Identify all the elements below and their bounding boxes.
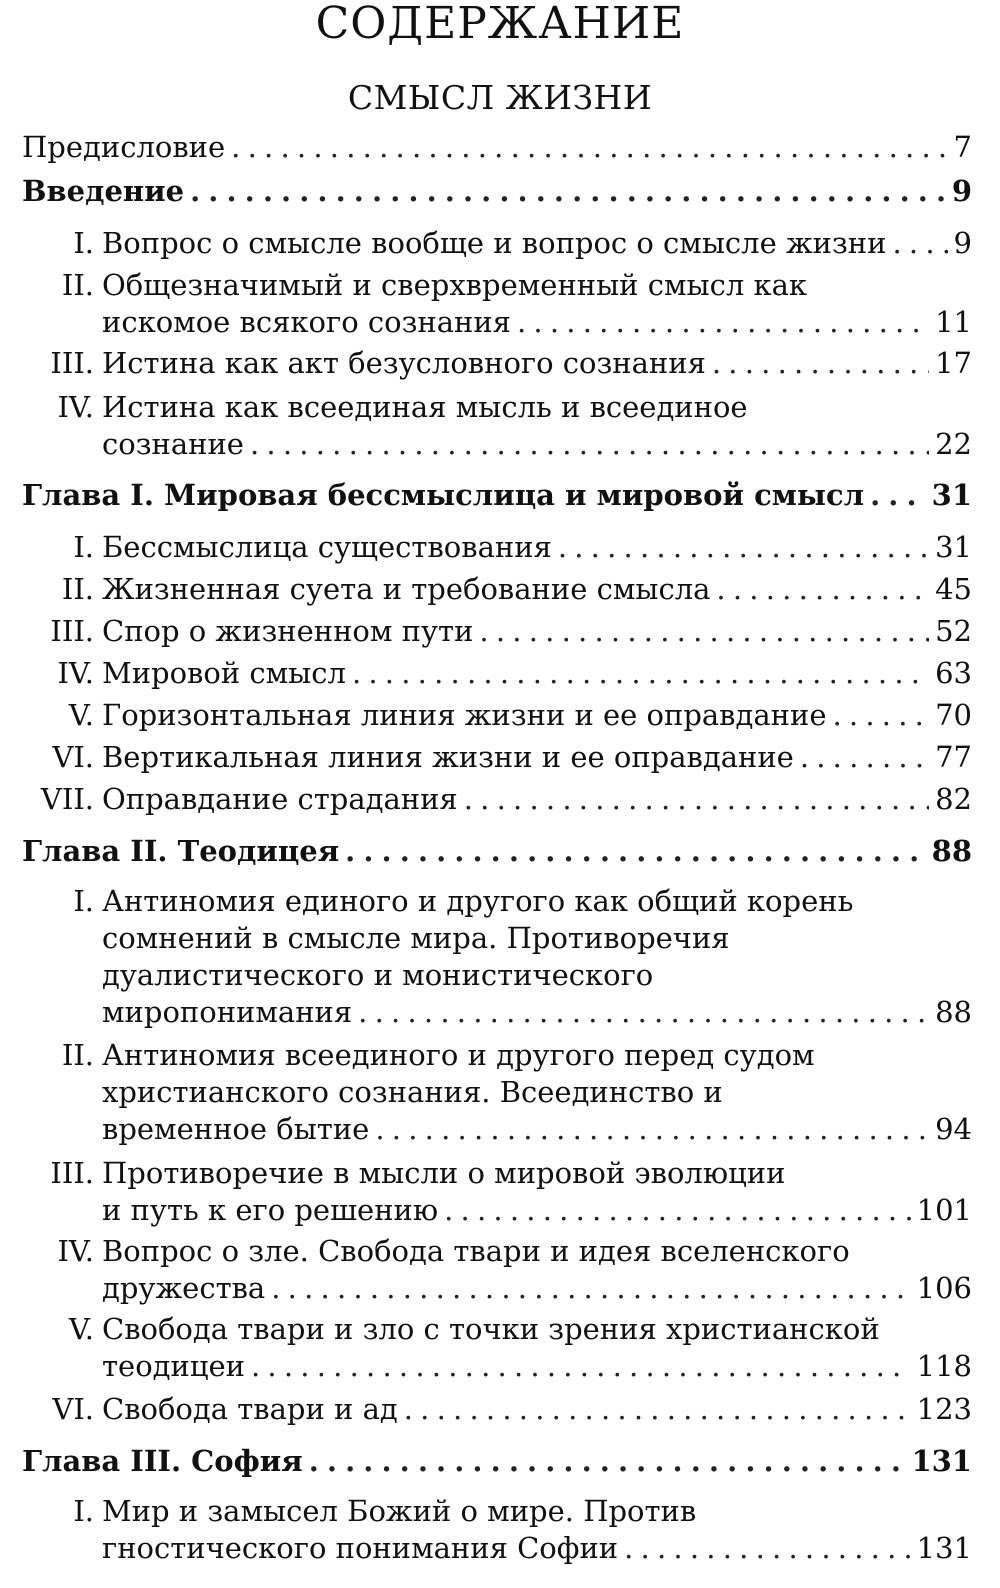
toc-page-number: 9 [951,174,972,208]
toc-entry-title: Антиномия всеединого и другого перед судом [102,1038,815,1072]
toc-entry-title: Жизненная суета и требование смысла [102,572,711,606]
dot-leader [712,344,929,382]
page-title: СОДЕРЖАНИЕ [315,0,685,49]
dot-leader [479,612,929,650]
toc-entry-title: искомое всякого сознания [102,305,511,339]
toc-entry-number: II. [61,268,94,302]
toc-entry-title: Мир и замысел Божий о мире. Против [102,1494,697,1528]
toc-entry-title: Глава I. Мировая бессмыслица и мировой смысл [22,478,865,512]
toc-page-number: 118 [916,1349,972,1383]
toc-entry-row [22,1442,972,1480]
toc-page-number: 17 [935,346,972,380]
toc-entry-title: Спор о жизненном пути [102,614,474,648]
dot-leader [716,570,929,608]
toc-entry-number: II. [61,1038,94,1072]
toc-entry-row [102,1110,972,1148]
toc-entry-number: V. [68,698,94,732]
dot-leader [464,780,929,818]
toc-entry-title: сознание [102,427,244,461]
toc-entry-title: миропонимания [102,995,353,1029]
toc-entry-title: Глава II. Теодицея [22,834,340,868]
toc-entry-row [102,528,972,566]
toc-entry-number: III. [50,346,94,380]
toc-page-number: 63 [935,656,972,690]
toc-entry-title: Антиномия единого и другого как общий корень [102,884,854,918]
toc-entry-number: VII. [40,782,94,816]
toc-entry-row [102,1269,972,1307]
toc-entry-title: Вопрос о зле. Свобода твари и идея вселенского [102,1234,850,1268]
dot-leader [251,1347,911,1385]
toc-page-number: 88 [935,995,972,1029]
toc-page-number: 31 [935,530,972,564]
toc-page-number: 101 [916,1193,972,1227]
toc-entry-title: дружества [102,1271,266,1305]
toc-entry-number: IV. [57,1234,94,1268]
toc-entry-row [22,128,972,166]
toc-page-number: 88 [931,834,972,868]
toc-entry-row [102,425,972,463]
toc-entry-title: Мировой смысл [102,656,346,690]
toc-entry-row [102,696,972,734]
toc-entry-row [102,570,972,608]
dot-leader [870,476,926,514]
toc-entry-row [102,303,972,341]
toc-entry-title: Горизонтальная линия жизни и ее оправдание [102,698,827,732]
toc-entry-number: VI. [52,1392,94,1426]
toc-entry-row [102,612,972,650]
toc-entry-row [22,172,972,210]
toc-page-number: 11 [935,305,972,339]
toc-entry-title: Введение [22,174,185,208]
toc-entry-number: I. [73,530,94,564]
toc-entry-number: I. [73,1494,94,1528]
toc-page-number: 22 [935,427,972,461]
dot-leader [404,1390,911,1428]
toc-entry-title: Предисловие [22,130,226,164]
toc-entry-title: и путь к его решению [102,1193,439,1227]
toc-entry-number: IV. [57,390,94,424]
toc-entry-number: I. [73,884,94,918]
toc-page-number: 131 [916,1531,972,1565]
dot-leader [250,425,929,463]
toc-entry-row [102,1191,972,1229]
toc-page-number: 82 [935,782,972,816]
toc-entry-number: III. [50,1156,94,1190]
toc-entry-title: Общезначимый и сверхвременный смысл как [102,268,808,302]
dot-leader [190,172,946,210]
toc-entry-title: Свобода твари и ад [102,1392,398,1426]
dot-leader [358,993,929,1031]
dot-leader [624,1529,911,1567]
dot-leader [800,738,929,776]
toc-entry-title: сомнений в смысле мира. Противоречия [102,921,730,955]
toc-entry-title: Противоречие в мысли о мировой эволюции [102,1156,786,1190]
toc-entry-title: Вопрос о смысле вообще и вопрос о смысле жизни [102,226,887,260]
toc-entry-row [102,780,972,818]
toc-page-number: 7 [953,130,972,164]
toc-entry-row [102,1529,972,1567]
toc-page-number: 77 [935,740,972,774]
toc-entry-title: христианского сознания. Всеединство и [102,1075,723,1109]
toc-entry-row [102,224,972,262]
toc-entry-title: Свобода твари и зло с точки зрения христианской [102,1312,880,1346]
dot-leader [309,1442,906,1480]
toc-page-number: 9 [953,226,972,260]
dot-leader [375,1110,929,1148]
dot-leader [558,528,929,566]
toc-entry-title: гностического понимания Софии [102,1531,619,1565]
toc-entry-row [102,993,972,1031]
toc-entry-title: временное бытие [102,1112,370,1146]
toc-entry-row [102,654,972,692]
dot-leader [352,654,929,692]
toc-entry-title: Истина как акт безусловного сознания [102,346,706,380]
toc-entry-title: Бессмыслица существования [102,530,552,564]
toc-entry-row [102,1390,972,1428]
dot-leader [345,832,926,870]
toc-entry-title: дуалистического и монистического [102,958,654,992]
dot-leader [517,303,929,341]
toc-page-number: 52 [935,614,972,648]
toc-page-number: 123 [916,1392,972,1426]
toc-page-number: 70 [935,698,972,732]
dot-leader [271,1269,910,1307]
dot-leader [444,1191,911,1229]
toc-entry-row [22,832,972,870]
toc-entry-title: Вертикальная линия жизни и ее оправдание [102,740,794,774]
toc-entry-title: Истина как всеединая мысль и всеединое [102,390,748,424]
toc-entry-row [22,476,972,514]
toc-page-number: 106 [916,1271,972,1305]
toc-entry-number: III. [50,614,94,648]
toc-entry-row [102,1347,972,1385]
toc-entry-title: теодицеи [102,1349,245,1383]
toc-page-number: 94 [935,1112,972,1146]
dot-leader [832,696,929,734]
toc-entry-title: Глава III. София [22,1444,303,1478]
toc-entry-row [102,344,972,382]
toc-entry-number: I. [73,226,94,260]
dot-leader [231,128,947,166]
toc-entry-title: Оправдание страдания [102,782,458,816]
toc-page-number: 131 [911,1444,972,1478]
toc-entry-row [102,738,972,776]
section-title: СМЫСЛ ЖИЗНИ [347,78,653,117]
toc-page-number: 45 [935,572,972,606]
toc-entry-number: V. [68,1312,94,1346]
toc-entry-number: IV. [57,656,94,690]
toc-entry-number: VI. [52,740,94,774]
toc-entry-number: II. [61,572,94,606]
toc-page-number: 31 [931,478,972,512]
dot-leader [892,224,947,262]
